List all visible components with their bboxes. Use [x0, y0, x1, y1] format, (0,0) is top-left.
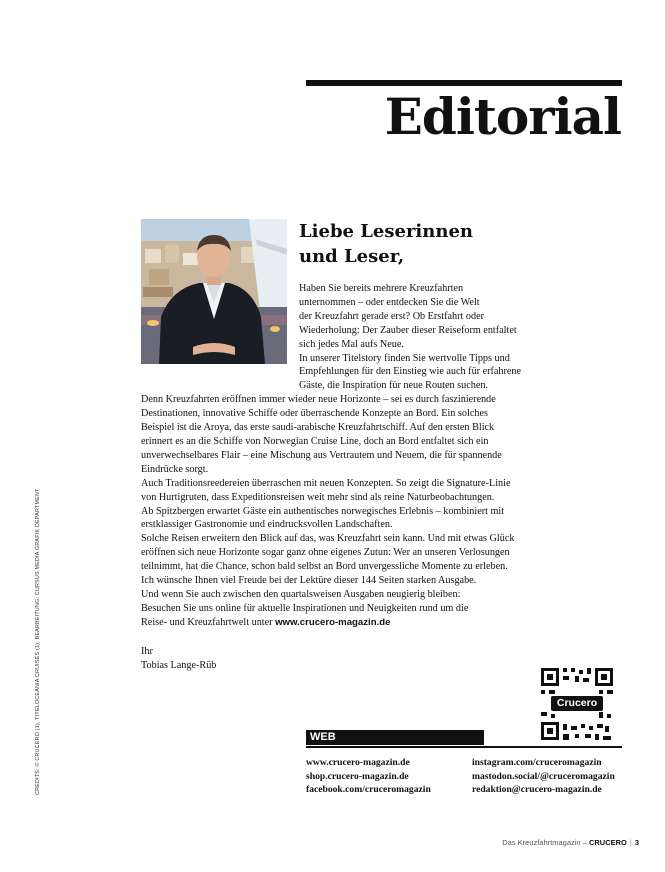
page-footer: [502, 838, 639, 847]
body-line: Solche Reisen erweitern den Blick auf das, was Kreuzfahrt sein kann. Und mit etwas Glück: [141, 533, 515, 545]
web-links-right: [472, 756, 615, 797]
qr-code[interactable]: [539, 666, 615, 742]
body-line: unverwechselbares Flair – eine Mischung aus Vertrautem und Neuem, die für spannende: [141, 449, 502, 461]
intro-line: Haben Sie bereits mehrere Kreuzfahrten: [299, 283, 464, 294]
greeting-line-1: Liebe Leserinnen: [299, 221, 473, 242]
footer-text: Das Kreuzfahrtmagazin –: [502, 838, 587, 847]
last-line-text: Reise- und Kreuzfahrtwelt unter: [141, 616, 273, 628]
photo-credits: CREDITS: © CRUCERO (1), TITELOCEANIA CRUISES (1); BEARBEITUNG: CURSUS MEDIA GRAFIK DEPARTMENT: [35, 488, 41, 795]
link-instagram[interactable]: instagram.com/cruceromagazin: [472, 757, 602, 768]
link-website[interactable]: www.crucero-magazin.de: [306, 757, 410, 768]
website-link[interactable]: www.crucero-magazin.de: [275, 616, 391, 628]
body-line: erstklassiger Gastronomie und eindrucksvollen Landschaften.: [141, 519, 393, 531]
page-number: 3: [634, 838, 639, 847]
intro-line: sich jedes Mal aufs Neue.: [299, 338, 404, 350]
body-line: Ab Spitzbergen erwartet Gäste ein authentisches norwegisches Erlebnis – kombiniert mit: [141, 505, 505, 517]
editorial-body: [141, 282, 531, 630]
link-mastodon[interactable]: mastodon.social/@cruceromagazin: [472, 770, 615, 782]
web-links-left: [306, 756, 431, 797]
footer-separator: |: [629, 838, 632, 847]
body-line: Und wenn Sie auch zwischen den quartalsweisen Ausgaben neugierig bleiben:: [141, 588, 461, 600]
body-line: von Hurtigruten, dass Expeditionsreisen weit mehr sind als reine Naturbeobachtungen.: [141, 491, 495, 503]
greeting-line-2: und Leser,: [299, 246, 405, 267]
body-line: Destinationen, innovative Schiffe oder überraschende Konzepte an Bord. Ein solches: [141, 408, 488, 420]
body-line: eröffnen sich neue Horizonte sogar ganz ohne eigenes Zutun: Wer an unseren Verlosungen: [141, 547, 510, 559]
intro-line: In unserer Titelstory finden Sie wertvolle Tipps und: [299, 352, 510, 364]
greeting-heading: [299, 219, 473, 269]
intro-line: Wiederholung: Der Zauber dieser Reiseform entfaltet: [299, 324, 517, 336]
body-line: Beispiel ist die Aroya, das erste saudi-arabische Kreuzfahrtschiff. Auf den ersten Blick: [141, 422, 495, 434]
qr-label: Crucero: [556, 697, 598, 709]
body-line: Ich wünsche Ihnen viel Freude bei der Lektüre dieser 144 Seiten starken Ausgabe.: [141, 575, 477, 587]
body-line: Besuchen Sie uns online für aktuelle Inspirationen und Neuigkeiten rund um die: [141, 602, 469, 614]
body-line: erinnert es an die Schiffe von Norwegian Cruise Line, doch an Bord entfaltet sich ein: [141, 435, 489, 447]
link-facebook[interactable]: facebook.com/cruceromagazin: [306, 784, 431, 795]
intro-line: Gäste, die Inspiration für neue Routen suchen.: [299, 380, 488, 392]
signoff-word: Ihr: [141, 646, 153, 657]
author-name: Tobias Lange-Rüb: [141, 660, 217, 671]
web-section-heading: WEB: [306, 730, 484, 745]
web-rule: [306, 746, 622, 748]
body-line: Eindrücke sorgt.: [141, 463, 209, 475]
signoff: [141, 645, 216, 673]
intro-line: unternommen – oder entdecken Sie die Welt: [299, 296, 480, 308]
intro-line: der Kreuzfahrt gerade erst? Ob Erstfahrt oder: [299, 310, 484, 322]
body-line: Denn Kreuzfahrten eröffnen immer wieder neue Horizonte – sei es durch faszinierende: [141, 394, 496, 406]
intro-line: Empfehlungen für den Einstieg wie auch für erfahrene: [299, 366, 522, 378]
footer-brand: CRUCERO: [588, 838, 627, 847]
page-title: Editorial: [384, 87, 621, 146]
link-email[interactable]: redaktion@crucero-magazin.de: [472, 784, 602, 795]
link-shop[interactable]: shop.crucero-magazin.de: [306, 770, 409, 782]
body-line-last: [141, 616, 531, 630]
body-line: teilnimmt, hat die Chance, schon bald selbst an Bord unvergessliche Momente zu erleben.: [141, 561, 508, 573]
body-line: Auch Traditionsreedereien überraschen mit neuen Konzepten. So zeigt die Signature-Linie: [141, 477, 511, 489]
